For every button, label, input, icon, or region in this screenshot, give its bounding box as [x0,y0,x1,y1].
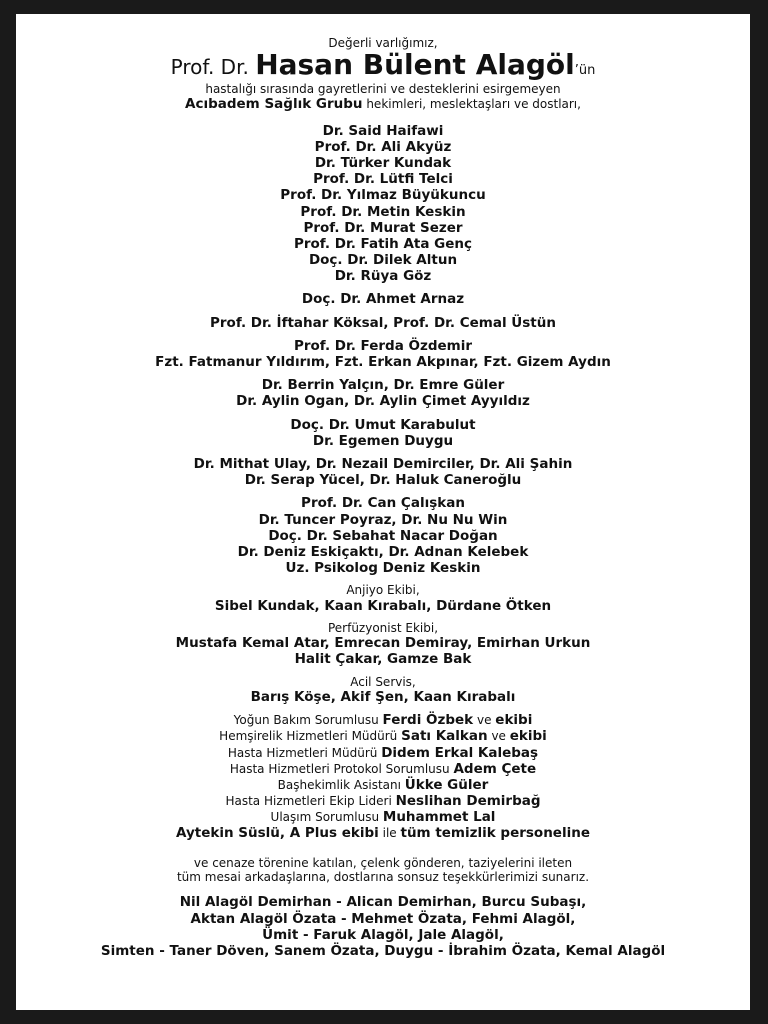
role-title: Hasta Hizmetleri Protokol Sorumlusu [229,761,454,776]
role-line [16,809,750,825]
family-line-4: Simten - Taner Döven, Sanem Özata, Duygu - İbrahim Özata, Kemal Alagöl [100,943,666,960]
name-group [16,377,750,416]
role-line [16,745,750,761]
role-person: Neslihan Demirbağ [395,793,541,810]
role-line [16,777,750,793]
role-line [16,793,750,809]
name-line: Dr. Türker Kundak [314,154,452,171]
final-bold-1: Aytekin Süslü, A Plus ekibi [176,825,379,842]
team-block [16,621,750,675]
role-title: Hasta Hizmetleri Ekip Lideri [225,794,396,809]
name-line: Dr. Said Haifawi [322,122,444,139]
name-line: Uz. Psikolog Deniz Keskin [285,560,481,577]
name-line: Prof. Dr. Ferda Özdemir [293,337,473,354]
name-line: Prof. Dr. Fatih Ata Genç [293,235,473,252]
family-line-3: Ümit - Faruk Alagöl, Jale Alagöl, [262,926,504,943]
intro-line-3 [16,96,750,112]
role-person: Ferdi Özbek [382,712,474,729]
deceased-name: Hasan Bülent Alagöl [255,48,575,82]
role-title: Hemşirelik Hizmetleri Müdürü [219,729,402,744]
role-conjunction: ve [473,713,496,728]
role-line [16,728,750,744]
team-names: Mustafa Kemal Atar, Emrecan Demiray, Emirhan Urkun [175,635,591,652]
team-label: Acil Servis, [350,674,416,689]
staff-roles [16,712,750,825]
team-names: Halit Çakar, Gamze Bak [294,651,472,668]
intro-text: Değerli varlığımız, [328,36,438,50]
role-person: Adem Çete [453,760,537,777]
name-group [16,315,750,338]
name-line: Prof. Dr. Ali Akyüz [314,138,452,155]
name-line: Fzt. Fatmanur Yıldırım, Fzt. Erkan Akpınar, Fzt. Gizem Aydın [155,354,611,370]
name-group [16,123,750,292]
intro-line-2: hastalığı sırasında gayretlerini ve desteklerini esirgemeyen [205,81,561,96]
name-group [16,456,750,495]
name-line: Prof. Dr. Yılmaz Büyükuncu [280,187,486,204]
name-line: Dr. Tuncer Poyraz, Dr. Nu Nu Win [258,511,508,528]
intro-line-3-rest: hekimleri, meslektaşları ve dostları, [362,97,581,112]
name-group [16,338,750,377]
role-team: ekibi [509,728,547,745]
name-group [16,417,750,456]
team-names: Barış Köşe, Akif Şen, Kaan Kırabalı [250,688,516,705]
role-title: Ulaşım Sorumlusu [270,810,383,825]
team-block [16,675,750,713]
name-line: Prof. Dr. Metin Keskin [300,203,466,220]
final-reg: ile [378,826,401,841]
role-person: Muhammet Lal [382,809,496,826]
name-line: Prof. Dr. Lütfi Telci [313,171,453,188]
role-title: Yoğun Bakım Sorumlusu [233,713,383,728]
name-line: Dr. Rüya Göz [334,268,432,285]
team-names: Sibel Kundak, Kaan Kırabalı, Dürdane Ötken [214,597,552,614]
name-group [16,495,750,583]
role-person: Ükke Güler [404,776,489,793]
name-line: Doç. Dr. Sebahat Nacar Doğan [268,527,498,544]
notice-sheet [16,14,750,1010]
final-bold-2: tüm temizlik personeline [400,825,590,842]
role-person: Satı Kalkan [401,728,488,745]
family-line-1: Nil Alagöl Demirhan - Alican Demirhan, Burcu Subaşı, [179,894,587,911]
role-line [16,712,750,728]
organization-name: Acıbadem Sağlık Grubu [185,96,363,113]
role-title: Başhekimlik Asistanı [277,777,405,792]
family-line-2: Aktan Alagöl Özata - Mehmet Özata, Fehmi Alagöl, [190,910,576,927]
name-line: Dr. Egemen Duygu [312,432,454,449]
name-line: Dr. Mithat Ulay, Dr. Nezail Demirciler, Dr. Ali Şahin [193,455,573,472]
name-line: Dr. Aylin Ogan, Dr. Aylin Çimet Ayyıldız [236,393,530,410]
role-line [16,761,750,777]
name-line: Doç. Dr. Umut Karabulut [290,416,476,433]
name-line: Prof. Dr. Murat Sezer [303,219,463,236]
team-groups [16,583,750,712]
name-line: Prof. Dr. Can Çalışkan [301,495,465,512]
headline-suffix: ’ün [574,63,596,79]
role-team: ekibi [495,712,533,729]
name-line: Prof. Dr. İftahar Köksal, Prof. Dr. Cemal Üstün [210,314,556,331]
doctor-groups [16,123,750,584]
role-title: Hasta Hizmetleri Müdürü [227,745,382,760]
name-group [16,291,750,314]
team-label: Anjiyo Ekibi, [346,583,420,598]
name-line: Dr. Serap Yücel, Dr. Haluk Caneroğlu [244,472,522,489]
name-line: Doç. Dr. Dilek Altun [308,252,458,269]
final-thanks-line [16,825,750,841]
role-person: Didem Erkal Kalebaş [381,744,539,761]
headline-prefix: Prof. Dr. [170,55,249,80]
team-label: Perfüzyonist Ekibi, [327,620,439,635]
headline [16,48,750,82]
name-line: Dr. Deniz Eskiçaktı, Dr. Adnan Kelebek [237,543,529,560]
role-conjunction: ve [487,729,510,744]
name-line: Doç. Dr. Ahmet Arnaz [301,291,465,308]
team-block [16,583,750,621]
name-line: Dr. Berrin Yalçın, Dr. Emre Güler [261,377,505,394]
closing-line-1: ve cenaze törenine katılan, çelenk gönderen, taziyelerini ileten [193,855,573,870]
closing-line-2: tüm mesai arkadaşlarına, dostlarına sonsuz teşekkürlerimizi sunarız. [176,870,590,885]
